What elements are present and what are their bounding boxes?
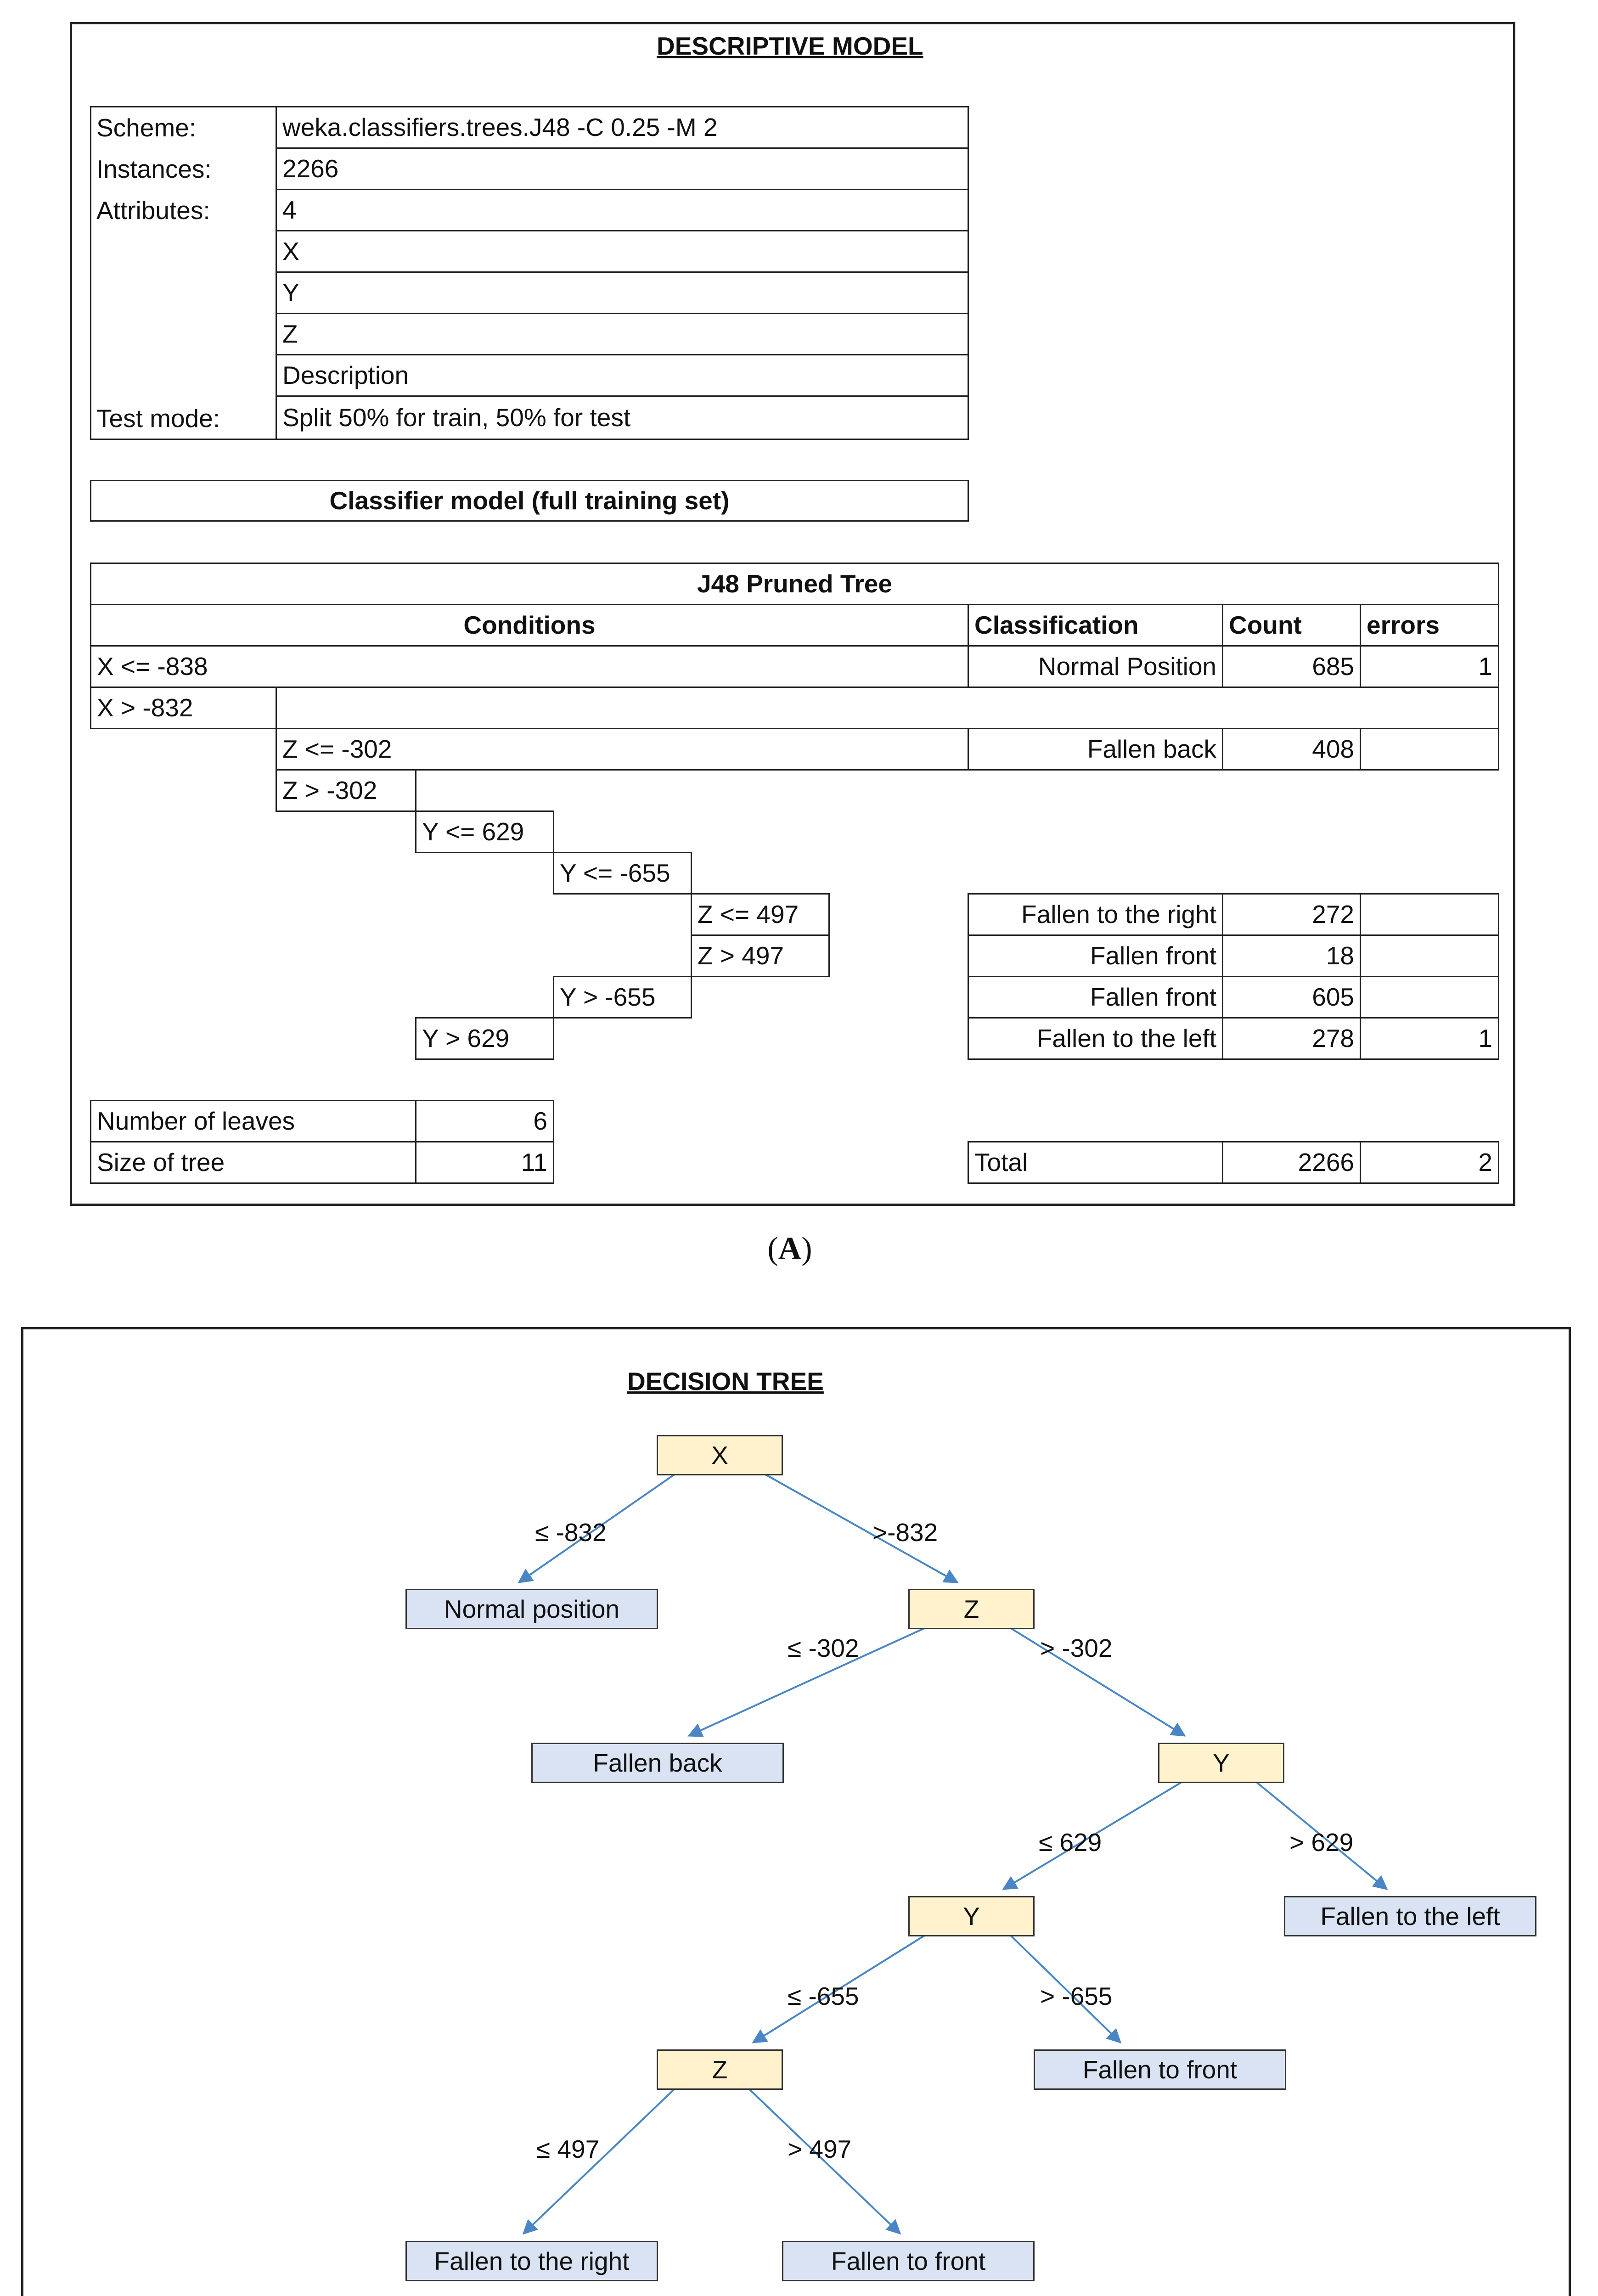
decision-tree-title: DECISION TREE <box>627 1367 824 1396</box>
result-count: 278 <box>1222 1017 1361 1060</box>
result-count: 18 <box>1222 934 1361 977</box>
leaf-normal-position: Normal position <box>405 1589 658 1629</box>
node-y-lower: Y <box>908 1896 1035 1936</box>
condition-y-le-629: Y <= 629 <box>415 810 554 853</box>
condition-y-gt-629: Y > 629 <box>415 1017 554 1060</box>
leaves-value: 6 <box>415 1100 554 1142</box>
scheme-value: weka.classifiers.trees.J48 -C 0.25 -M 2 <box>276 106 969 149</box>
node-z-mid: Z <box>908 1589 1035 1629</box>
result-classification: Fallen front <box>968 976 1223 1019</box>
attribute-y: Y <box>276 271 969 314</box>
size-value: 11 <box>415 1141 554 1184</box>
condition-z-le-497: Z <= 497 <box>691 893 830 936</box>
leaf-fallen-back: Fallen back <box>531 1743 784 1783</box>
result-classification: Normal Position <box>968 645 1223 688</box>
node-x-root: X <box>657 1435 783 1475</box>
result-count: 272 <box>1222 893 1361 936</box>
attribute-description: Description <box>276 354 969 397</box>
edge-label-x-le: ≤ -832 <box>535 1518 607 1547</box>
result-count: 685 <box>1222 645 1361 688</box>
leaf-fallen-right: Fallen to the right <box>405 2241 658 2281</box>
condition-y-gt-655: Y > -655 <box>553 976 692 1019</box>
result-classification: Fallen back <box>968 728 1223 771</box>
leaf-fallen-front-1: Fallen to front <box>1034 2049 1286 2090</box>
attribute-z: Z <box>276 313 969 355</box>
attribute-count: 4 <box>276 189 969 231</box>
edge-label-y2-gt: > -655 <box>1040 1982 1113 2010</box>
scheme-label: Scheme: <box>96 113 197 142</box>
result-errors: 1 <box>1360 1017 1499 1060</box>
total-errors: 2 <box>1360 1141 1499 1184</box>
count-header: Count <box>1222 604 1361 647</box>
instances-value: 2266 <box>276 147 969 190</box>
condition-x-gt: X > -832 <box>90 687 277 729</box>
classification-header: Classification <box>968 604 1223 647</box>
errors-header: errors <box>1360 604 1499 647</box>
edge-label-y2-le: ≤ -655 <box>788 1982 859 2010</box>
edge-label-z-gt: > -302 <box>1040 1634 1113 1662</box>
edge-label-y-le: ≤ 629 <box>1039 1828 1102 1857</box>
condition-z-le: Z <= -302 <box>276 728 969 771</box>
test-mode-value: Split 50% for train, 50% for test <box>276 395 969 440</box>
result-classification: Fallen to the right <box>968 893 1223 936</box>
result-count: 605 <box>1222 976 1361 1019</box>
panel-label-a: (A) <box>767 1231 812 1266</box>
result-count: 408 <box>1222 728 1361 771</box>
classifier-model-title: Classifier model (full training set) <box>90 480 969 522</box>
conditions-header: Conditions <box>90 604 969 647</box>
instances-label: Instances: <box>96 155 212 183</box>
condition-x-le: X <= -838 <box>90 645 969 688</box>
edge-label-y-gt: > 629 <box>1289 1828 1354 1857</box>
descriptive-model-title: DESCRIPTIVE MODEL <box>657 32 923 60</box>
attributes-label: Attributes: <box>96 196 210 225</box>
edge-label-x-gt: >-832 <box>872 1518 938 1547</box>
size-label: Size of tree <box>90 1141 416 1184</box>
total-count: 2266 <box>1222 1141 1361 1184</box>
attribute-x: X <box>276 230 969 273</box>
condition-y-le-655: Y <= -655 <box>553 852 692 895</box>
leaves-label: Number of leaves <box>90 1100 416 1142</box>
test-mode-label: Test mode: <box>96 404 220 433</box>
edge-label-z2-gt: > 497 <box>788 2135 852 2163</box>
leaf-fallen-front-2: Fallen to front <box>782 2241 1035 2281</box>
node-y-upper: Y <box>1158 1743 1284 1783</box>
result-classification: Fallen to the left <box>968 1017 1223 1060</box>
condition-z-gt-497: Z > 497 <box>691 934 830 977</box>
condition-z-gt: Z > -302 <box>276 769 416 812</box>
result-classification: Fallen front <box>968 934 1223 977</box>
edge-label-z-le: ≤ -302 <box>788 1634 859 1662</box>
total-label: Total <box>968 1141 1223 1184</box>
result-errors: 1 <box>1360 645 1499 688</box>
node-z-low: Z <box>657 2049 783 2090</box>
leaf-fallen-left: Fallen to the left <box>1284 1896 1536 1936</box>
edge-label-z2-le: ≤ 497 <box>536 2135 600 2163</box>
j48-tree-title: J48 Pruned Tree <box>90 563 1499 605</box>
